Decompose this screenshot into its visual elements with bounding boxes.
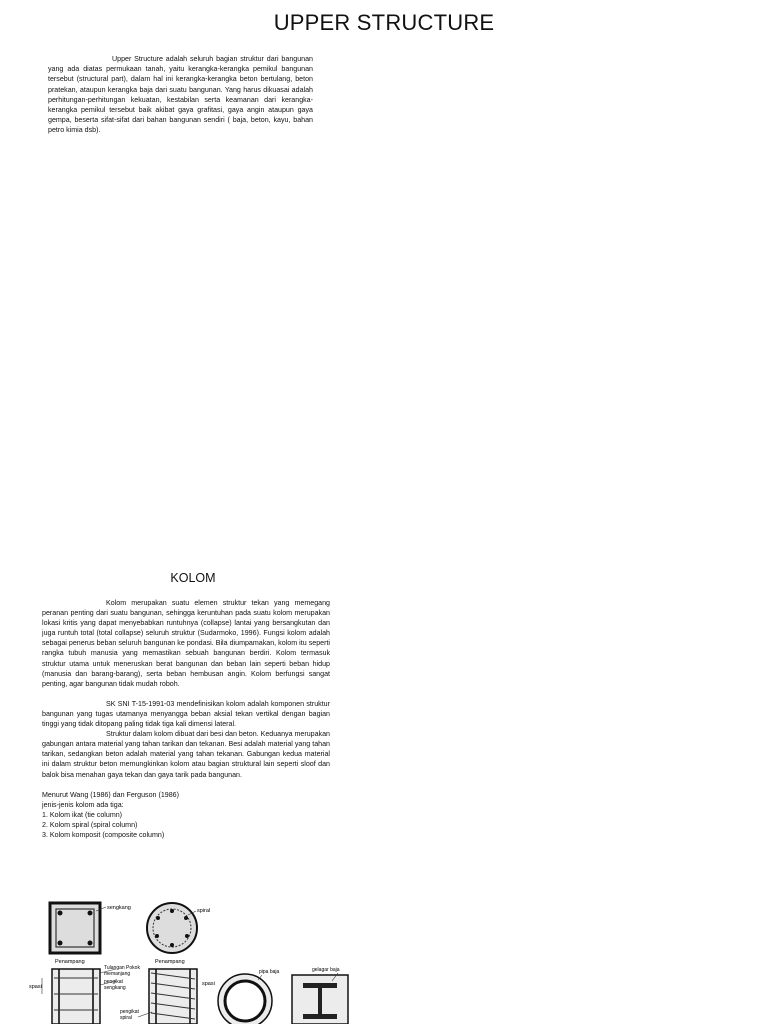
tied-column-cross-section [50, 903, 106, 953]
kolom-paragraph-1-text: Kolom merupakan suatu elemen struktur tekan yang memegang peranan penting dari suatu bangunan, sehingga keruntuhan pada suatu kolom merupakan lokasi kritis yang dapat menyebabkan runtuhnya (collapse) lantai yang bersangkutan dan juga runtuh total (total collapse) seluruh struktur (Sudarmoko, 1996). Fungsi kolom adalah sebagai penerus beban seluruh bangunan ke pondasi. Bila diumpamakan, kolom itu seperti rangka tubuh manusia yang memastikan sebuah bangunan berdiri. Kolom termasuk struktur utama untuk meneruskan berat bangunan dan beban lain seperti beban hidup (manusia dan barang-barang), serta beban hembusan angin. Kolom berfungsi sangat penting, agar bangunan tidak mudah roboh. [42, 599, 330, 688]
sengkang-label-2: sengkang [104, 985, 126, 991]
kolom-paragraph-3-text: Struktur dalam kolom dibuat dari besi dan beton. Keduanya merupakan gabungan antara material yang tahan tarikan dan tekanan. Besi adalah material yang tahan tarikan, sedangkan beton adalah material yang tahan tekanan. Gabungan kedua material ini dalam struktur beton memungkinkan kolom atau bagian struktural lain seperti sloof dan balok bisa menahan gaya tekan dan gaya tarik pada bangunan. [42, 730, 330, 779]
tulangan-pokok-label: Tulangan Pokok [104, 965, 140, 971]
memanjang-label: memanjang [104, 971, 131, 977]
column-types-intro-2: jenis-jenis kolom ada tiga: [42, 800, 124, 809]
page-title: UPPER STRUCTURE [273, 10, 495, 35]
upper-structure-text: Upper Structure adalah seluruh bagian struktur dari bangunan yang ada diatas permukaan tanah, yaitu kerangka-kerangka pemikul bangunan tersebut (structural part), dalam hal ini kerangka-kerangka beton bertulang, beton pratekan, ataupun kerangka baja dari suatu bangunan. Yang harus dikuasai adalah perhitungan-perhitungan kekuatan, kestabilan serta keamanan dari kerangka-kerangka pemikul tersebut baik akibat gaya grafitasi, gaya angin ataupun gaya gempa, beserta sifat-sifat dari bahan bangunan sendiri ( baja, beton, kayu, bahan petro kimia dsb). [48, 55, 313, 135]
column-type-item: 1. Kolom ikat (tie column) [42, 810, 123, 819]
column-type-item: 2. Kolom spiral (spiral column) [42, 820, 138, 829]
pengikat-spiral-label-2: spiral [120, 1015, 132, 1021]
spasi-label-2: spasi [202, 981, 215, 987]
gelagar-baja-label: gelagar baja [312, 967, 340, 973]
column-types-figure [22, 893, 362, 1024]
penampang-label-2: Penampang [155, 959, 185, 965]
column-type-item: 3. Kolom komposit (composite column) [42, 830, 165, 839]
upper-structure-paragraph [48, 54, 313, 136]
kolom-section [42, 598, 330, 840]
kolom-paragraph-1 [42, 598, 330, 689]
pengikat-label: pengikat [104, 979, 123, 985]
spiral-label: spiral [197, 908, 211, 914]
spasi-label-1: spasi [29, 984, 42, 990]
spacer [42, 689, 330, 699]
spacer [42, 780, 330, 790]
composite-pipe-column [218, 974, 272, 1024]
sengkang-label: sengkang [107, 905, 131, 911]
kolom-heading: KOLOM [170, 571, 216, 585]
tied-column-elevation [42, 969, 116, 1024]
spiral-column-elevation [138, 969, 197, 1024]
pengikat-spiral-label-1: pengikat [120, 1009, 139, 1015]
column-types-intro-1: Menurut Wang (1986) dan Ferguson (1986) [42, 790, 179, 799]
kolom-paragraph-2-text: SK SNI T-15-1991-03 mendefinisikan kolom adalah komponen struktur bangunan yang tugas utamanya menyangga beban aksial tekan vertikal dengan bagian tinggi yang tidak ditopang paling tidak tiga kali dimensi lateral. [42, 699, 330, 729]
pipa-baja-label: pipa baja [259, 969, 280, 975]
kolom-paragraph-3 [42, 729, 330, 779]
penampang-label-1: Penampang [55, 959, 85, 965]
composite-steel-beam-column [292, 973, 348, 1024]
kolom-paragraph-2 [42, 699, 330, 729]
spiral-column-cross-section [147, 903, 197, 953]
